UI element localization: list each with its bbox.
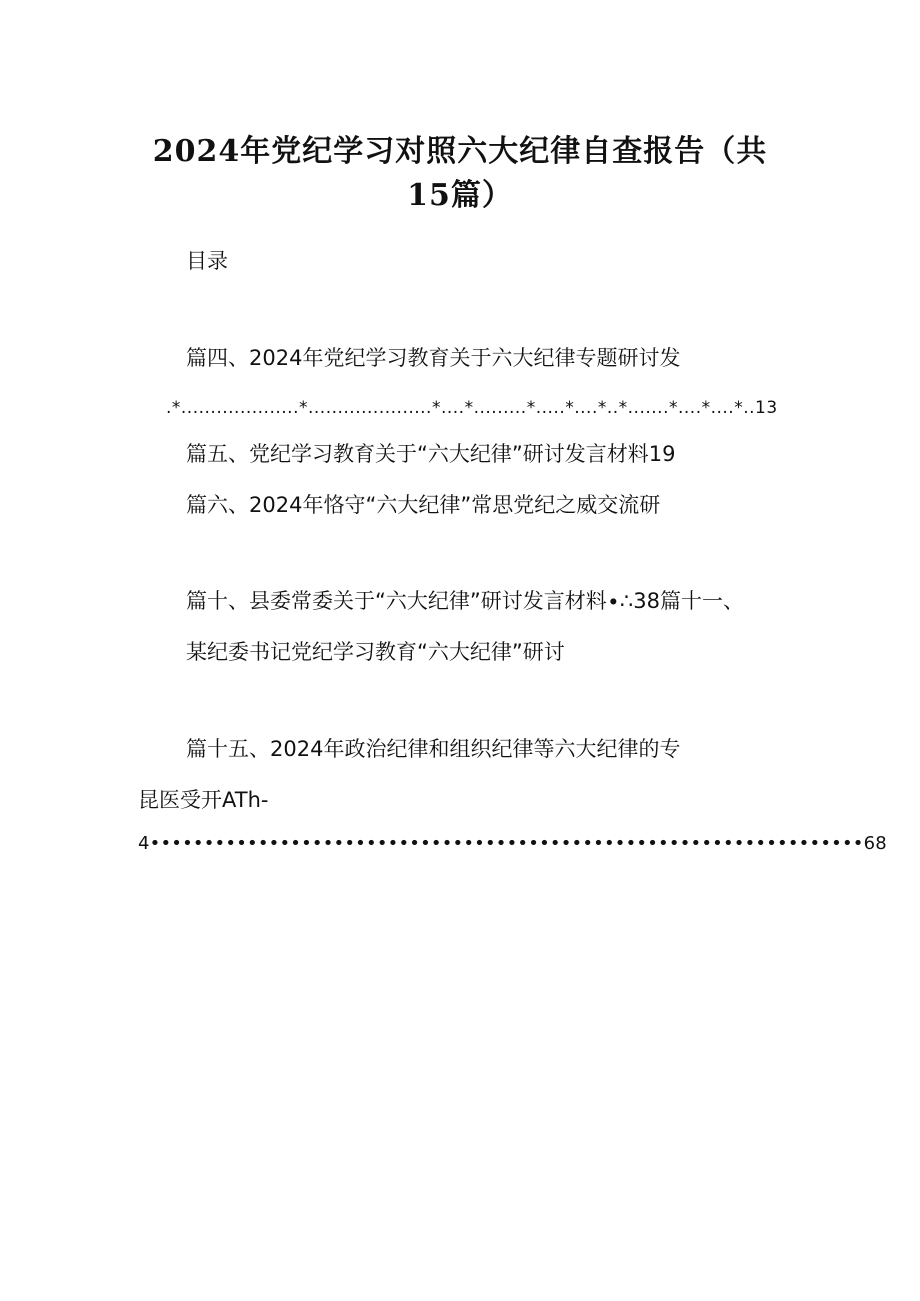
document-title-line-2: 15篇） xyxy=(407,178,513,213)
toc-entry-15: 篇十五、2024年政治纪律和组织纪律等六大纪律的专 xyxy=(186,737,681,761)
toc-entry-5: 篇五、党纪学习教育关于“六大纪律”研讨发言材料19 xyxy=(186,442,676,466)
toc-leader-line: .*....................*.....................*....*.........*.....*....*..*.......*....*....*..13 xyxy=(166,398,778,418)
toc-entry-6: 篇六、2024年恪守“六大纪律”常思党纪之威交流研 xyxy=(186,493,661,517)
toc-leader-line-final: 4••••••••••••••••••••••••••••••••••••••••••••••••••••••••••••••••••68 xyxy=(138,833,887,854)
toc-heading: 目录 xyxy=(186,249,228,273)
toc-entry-4: 篇四、2024年党纪学习教育关于六大纪律专题研讨发 xyxy=(186,346,681,370)
toc-entry-10: 篇十、县委常委关于“六大纪律”研讨发言材料∙∴38篇十一、 xyxy=(186,589,744,613)
toc-entry-11-continued: 某纪委书记党纪学习教育“六大纪律”研讨 xyxy=(186,640,565,664)
toc-entry-15-continued: 昆医受开ATh- xyxy=(138,788,269,812)
document-title-line-1: 2024年党纪学习对照六大纪律自查报告（共 xyxy=(152,134,768,169)
